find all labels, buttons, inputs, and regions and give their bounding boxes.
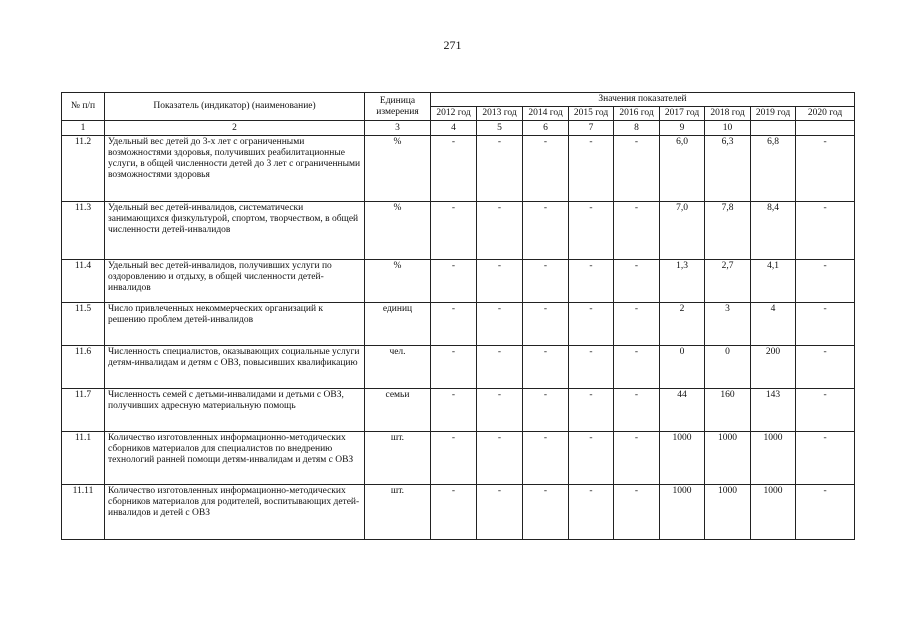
row-number: 11.3 <box>62 202 105 260</box>
header-num: № п/п <box>62 93 105 121</box>
header-indicator-name: Показатель (индикатор) (наименование) <box>105 93 365 121</box>
value-cell: - <box>569 346 614 389</box>
value-cell: 2 <box>660 303 705 346</box>
table-row <box>62 389 855 432</box>
indicator-name: Количество изготовленных информационно-методических сборников материалов для специалистов по внедрению технологий ранней помощи детям-инвалидам и детям с ОВЗ <box>105 432 365 485</box>
indicator-name: Удельный вес детей-инвалидов, получивших услуги по оздоровлению и отдыху, в общей численности детей-инвалидов <box>105 260 365 303</box>
value-cell: - <box>431 202 477 260</box>
header-year: 2017 год <box>660 107 705 121</box>
value-cell: - <box>431 260 477 303</box>
indicator-name: Число привлеченных некоммерческих организаций к решению проблем детей-инвалидов <box>105 303 365 346</box>
value-cell: - <box>614 432 660 485</box>
header-year: 2019 год <box>751 107 796 121</box>
value-cell-2020: - <box>796 303 855 346</box>
unit-cell: % <box>365 202 431 260</box>
column-index <box>796 121 855 136</box>
value-cell: - <box>569 202 614 260</box>
value-cell-2020: - <box>796 389 855 432</box>
table-row <box>62 485 855 540</box>
value-cell: - <box>569 432 614 485</box>
value-cell: - <box>614 485 660 540</box>
value-cell: - <box>431 485 477 540</box>
value-cell: - <box>614 202 660 260</box>
row-number: 11.6 <box>62 346 105 389</box>
header-year: 2016 год <box>614 107 660 121</box>
value-cell: - <box>523 389 569 432</box>
table-row <box>62 432 855 485</box>
unit-cell: % <box>365 136 431 202</box>
row-number: 11.1 <box>62 432 105 485</box>
header-year: 2018 год <box>705 107 751 121</box>
value-cell-2020: - <box>796 485 855 540</box>
value-cell: - <box>523 202 569 260</box>
value-cell: 1000 <box>705 485 751 540</box>
value-cell: - <box>431 303 477 346</box>
value-cell: 1000 <box>660 432 705 485</box>
column-index <box>751 121 796 136</box>
value-cell: - <box>569 389 614 432</box>
header-year: 2014 год <box>523 107 569 121</box>
value-cell: - <box>477 260 523 303</box>
unit-cell: единиц <box>365 303 431 346</box>
header-year: 2015 год <box>569 107 614 121</box>
value-cell: - <box>523 303 569 346</box>
unit-cell: шт. <box>365 485 431 540</box>
column-index: 9 <box>660 121 705 136</box>
value-cell: - <box>477 136 523 202</box>
value-cell: - <box>614 303 660 346</box>
indicators-table <box>61 92 855 540</box>
value-cell: 0 <box>705 346 751 389</box>
value-cell: - <box>614 260 660 303</box>
value-cell: - <box>569 136 614 202</box>
value-cell: - <box>477 346 523 389</box>
column-index: 1 <box>62 121 105 136</box>
table-row <box>62 346 855 389</box>
value-cell: - <box>477 485 523 540</box>
value-cell: - <box>523 432 569 485</box>
value-cell: 6,0 <box>660 136 705 202</box>
column-index-row <box>62 121 855 136</box>
value-cell: - <box>431 389 477 432</box>
value-cell: - <box>431 432 477 485</box>
value-cell-2020: - <box>796 136 855 202</box>
value-cell: - <box>523 136 569 202</box>
value-cell: - <box>569 303 614 346</box>
value-cell: 200 <box>751 346 796 389</box>
value-cell: 0 <box>660 346 705 389</box>
indicator-name: Удельный вес детей до 3-х лет с ограниченными возможностями здоровья, получивших реабилитационные услуги, в общей численности детей до 3 лет с ограниченными возможностями здоровья <box>105 136 365 202</box>
value-cell: - <box>431 346 477 389</box>
value-cell: 1,3 <box>660 260 705 303</box>
value-cell: 160 <box>705 389 751 432</box>
unit-cell: % <box>365 260 431 303</box>
value-cell: - <box>477 303 523 346</box>
value-cell: - <box>523 260 569 303</box>
header-year: 2013 год <box>477 107 523 121</box>
value-cell: 6,8 <box>751 136 796 202</box>
table-row <box>62 260 855 303</box>
row-number: 11.4 <box>62 260 105 303</box>
table-row <box>62 136 855 202</box>
value-cell-2020: - <box>796 202 855 260</box>
value-cell: 44 <box>660 389 705 432</box>
column-index: 2 <box>105 121 365 136</box>
value-cell-2020: - <box>796 346 855 389</box>
value-cell: 4,1 <box>751 260 796 303</box>
row-number: 11.2 <box>62 136 105 202</box>
value-cell: - <box>614 136 660 202</box>
indicator-name: Численность семей с детьми-инвалидами и детьми с ОВЗ, получивших адресную материальную помощь <box>105 389 365 432</box>
value-cell: - <box>477 432 523 485</box>
row-number: 11.7 <box>62 389 105 432</box>
column-index: 5 <box>477 121 523 136</box>
header-year: 2012 год <box>431 107 477 121</box>
value-cell: 7,0 <box>660 202 705 260</box>
value-cell: - <box>569 485 614 540</box>
unit-cell: чел. <box>365 346 431 389</box>
column-index: 3 <box>365 121 431 136</box>
value-cell: 2,7 <box>705 260 751 303</box>
value-cell: - <box>614 389 660 432</box>
page-number: 271 <box>443 38 462 52</box>
indicator-name: Количество изготовленных информационно-методических сборников материалов для родителей, воспитывающих детей-инвалидов и детей с ОВЗ <box>105 485 365 540</box>
unit-cell: семьи <box>365 389 431 432</box>
value-cell: 8,4 <box>751 202 796 260</box>
row-number: 11.5 <box>62 303 105 346</box>
header-row-1 <box>62 93 855 107</box>
row-number: 11.11 <box>62 485 105 540</box>
column-index: 10 <box>705 121 751 136</box>
unit-cell: шт. <box>365 432 431 485</box>
value-cell: - <box>477 202 523 260</box>
value-cell-2020: - <box>796 432 855 485</box>
indicator-name: Удельный вес детей-инвалидов, систематически занимающихся физкультурой, спортом, творчеством, в общей численности детей-инвалидов <box>105 202 365 260</box>
header-unit: Единица измерения <box>365 93 431 121</box>
column-index: 4 <box>431 121 477 136</box>
value-cell: 143 <box>751 389 796 432</box>
value-cell: - <box>569 260 614 303</box>
value-cell: 1000 <box>660 485 705 540</box>
column-index: 6 <box>523 121 569 136</box>
table-row <box>62 303 855 346</box>
value-cell: - <box>477 389 523 432</box>
value-cell: 4 <box>751 303 796 346</box>
value-cell: 6,3 <box>705 136 751 202</box>
value-cell: - <box>523 346 569 389</box>
value-cell: 1000 <box>751 485 796 540</box>
table-row <box>62 202 855 260</box>
header-year: 2020 год <box>796 107 855 121</box>
header-values-group: Значения показателей <box>431 93 855 107</box>
indicator-name: Численность специалистов, оказывающих социальные услуги детям-инвалидам и детям с ОВЗ, повысивших квалификацию <box>105 346 365 389</box>
value-cell: 1000 <box>705 432 751 485</box>
value-cell: - <box>431 136 477 202</box>
column-index: 7 <box>569 121 614 136</box>
value-cell-2020: - <box>796 260 855 303</box>
column-index: 8 <box>614 121 660 136</box>
value-cell: 7,8 <box>705 202 751 260</box>
value-cell: 3 <box>705 303 751 346</box>
value-cell: - <box>614 346 660 389</box>
value-cell: - <box>523 485 569 540</box>
value-cell: 1000 <box>751 432 796 485</box>
